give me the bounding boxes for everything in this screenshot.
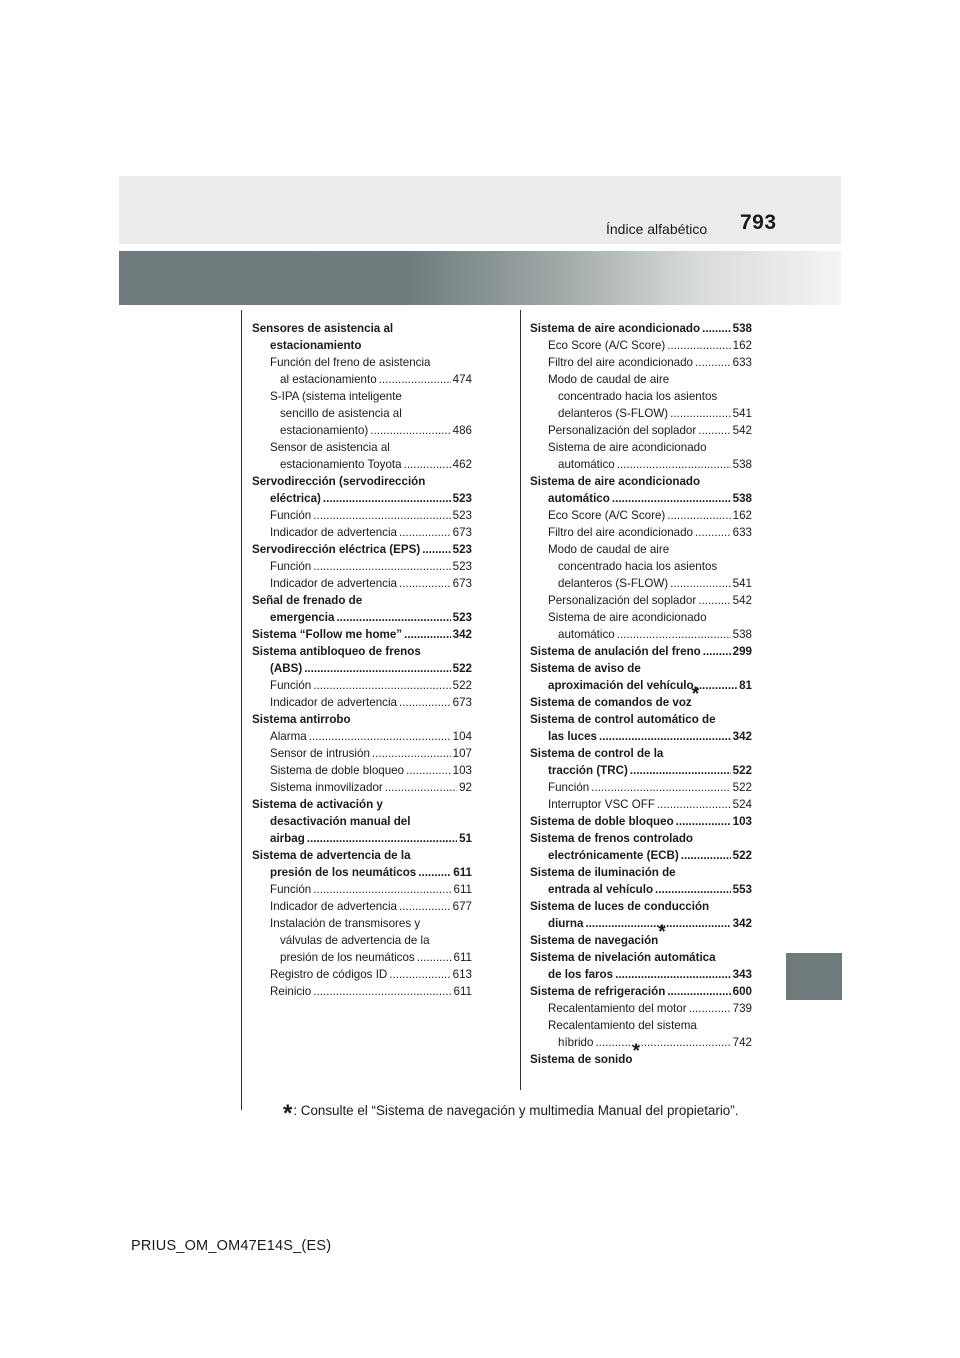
page-reference: 523 (452, 611, 472, 624)
index-entry-text: Personalización del soplador (548, 424, 697, 437)
index-entry (530, 1017, 752, 1051)
index-entry-text: Sistema de control de la (530, 747, 664, 760)
dot-leader (418, 864, 451, 881)
index-entry-text: Reinicio (270, 985, 312, 998)
index-entry-text: electrónicamente (ECB) (548, 849, 679, 862)
dot-leader (404, 456, 451, 473)
dot-leader (657, 796, 731, 813)
index-entry-text: estacionamiento (270, 339, 362, 352)
index-entry (252, 677, 472, 694)
index-entry-text: Sistema “Follow me home” (252, 628, 403, 641)
page-reference: 600 (732, 985, 752, 998)
index-entry-text: Sistema de luces de conducción (530, 900, 710, 913)
page-reference: 522 (452, 679, 472, 692)
index-entry-text: Sistema de aire acondicionado (548, 611, 707, 624)
dot-leader (399, 694, 451, 711)
index-entry (252, 473, 472, 507)
index-entry-text: Sistema de aire acondicionado (530, 475, 701, 488)
index-entry-text: Sistema de aviso de (530, 662, 641, 675)
index-entry (252, 320, 472, 354)
asterisk-marker: * (658, 922, 666, 944)
page-reference: 343 (732, 968, 752, 981)
index-entry-text: Indicador de advertencia (270, 577, 397, 590)
index-entry-text: Servodirección (servodirección (252, 475, 426, 488)
index-entry-text: Función (270, 883, 312, 896)
footnote (283, 1094, 739, 1127)
dot-leader (702, 320, 731, 337)
page-reference: 522 (732, 849, 752, 862)
index-entry-text: estacionamiento) (280, 424, 369, 437)
index-entry (252, 983, 472, 1000)
index-column-right (530, 320, 752, 1068)
dot-leader (670, 575, 730, 592)
footnote-asterisk: * (283, 1100, 293, 1127)
dot-leader (323, 490, 451, 507)
page-reference: 739 (732, 1002, 752, 1015)
index-entry-text: Función del freno de asistencia (270, 356, 431, 369)
index-entry-text: Sistema de navegación (530, 934, 659, 947)
index-entry (530, 813, 752, 830)
page-reference: 742 (732, 1036, 752, 1049)
index-entry-text: tracción (TRC) (548, 764, 628, 777)
page-reference: 342 (732, 730, 752, 743)
index-entry (530, 507, 752, 524)
index-entry (252, 898, 472, 915)
page-reference: 162 (732, 339, 752, 352)
index-entry (530, 898, 752, 932)
dot-leader (399, 524, 451, 541)
page-reference: 538 (732, 322, 752, 335)
page-reference: 92 (459, 781, 472, 794)
dot-leader (667, 507, 730, 524)
index-entry (252, 524, 472, 541)
index-entry (252, 354, 472, 388)
index-entry-text: Modo de caudal de aire (548, 543, 670, 556)
dot-leader (655, 881, 731, 898)
index-entry-text: delanteros (S-FLOW) (558, 577, 669, 590)
index-entry-text: Sensor de asistencia al (270, 441, 390, 454)
page-reference: 299 (732, 645, 752, 658)
page-reference: 522 (452, 662, 472, 675)
index-entry-text: automático (558, 628, 615, 641)
dot-leader (304, 660, 450, 677)
index-entry (252, 575, 472, 592)
index-entry (530, 745, 752, 779)
index-entry (252, 592, 472, 626)
index-entry-text: Sensores de asistencia al (252, 322, 394, 335)
page-reference: 673 (452, 526, 472, 539)
page-reference: 462 (452, 458, 472, 471)
index-entry (530, 592, 752, 609)
page-reference: 538 (732, 458, 752, 471)
index-entry-text: airbag (270, 832, 305, 845)
index-entry (530, 949, 752, 983)
index-entry-text: Indicador de advertencia (270, 696, 397, 709)
index-entry (530, 643, 752, 660)
page-reference: 633 (732, 356, 752, 369)
dot-leader (689, 1000, 731, 1017)
index-entry-text: Sistema de aire acondicionado (548, 441, 707, 454)
page-reference: 103 (732, 815, 752, 828)
index-entry (252, 643, 472, 677)
index-entry (252, 388, 472, 439)
index-entry (530, 711, 752, 745)
page-reference: 613 (452, 968, 472, 981)
dot-leader (336, 609, 450, 626)
dot-leader (695, 354, 731, 371)
page-reference: 538 (732, 492, 752, 505)
index-entry-text: de los faros (548, 968, 614, 981)
index-entry-text: Servodirección eléctrica (EPS) (252, 543, 421, 556)
page-reference: 633 (732, 526, 752, 539)
index-entry (530, 439, 752, 473)
index-entry-text: desactivación manual del (270, 815, 411, 828)
index-entry-text: emergencia (270, 611, 335, 624)
dot-leader (696, 677, 737, 694)
page-reference: 611 (453, 883, 472, 896)
index-entry-text: híbrido (558, 1036, 594, 1049)
dot-leader (313, 507, 450, 524)
index-entry-text: Sistema de sonido (530, 1053, 633, 1066)
dot-leader (385, 779, 457, 796)
index-entry-text: Sistema de control automático de (530, 713, 716, 726)
index-entry-text: Sistema de frenos controlado (530, 832, 693, 845)
dot-leader (370, 422, 450, 439)
document-code: PRIUS_OM_OM47E14S_(ES) (131, 1238, 332, 1254)
page-reference: 541 (732, 407, 752, 420)
index-entry-text: Recalentamiento del sistema (548, 1019, 697, 1032)
index-entry (252, 796, 472, 847)
index-entry-text: entrada al vehículo (548, 883, 654, 896)
dot-leader (309, 728, 451, 745)
dot-leader (422, 541, 450, 558)
index-entry-text: Función (270, 560, 312, 573)
index-entry-text: Filtro del aire acondicionado (548, 356, 694, 369)
index-entry-text: automático (558, 458, 615, 471)
index-entry (252, 966, 472, 983)
dot-leader (698, 422, 730, 439)
index-entry (530, 864, 752, 898)
index-entry-text: Sistema de doble bloqueo (270, 764, 405, 777)
page-reference: 522 (732, 764, 752, 777)
index-entry-text: Personalización del soplador (548, 594, 697, 607)
index-entry-text: Sistema de iluminación de (530, 866, 676, 879)
dot-leader (399, 575, 451, 592)
page-reference: 677 (452, 900, 472, 913)
index-entry-text: Sistema de aire acondicionado (530, 322, 701, 335)
index-entry (530, 337, 752, 354)
index-entry-text: eléctrica) (270, 492, 321, 505)
index-entry (252, 541, 472, 558)
page-reference: 103 (452, 764, 472, 777)
dot-leader (307, 830, 457, 847)
column-rule-middle (520, 310, 521, 1090)
dot-leader (615, 966, 731, 983)
index-entry (530, 371, 752, 422)
index-entry (530, 830, 752, 864)
dot-leader (667, 983, 730, 1000)
chapter-gradient-band (119, 251, 841, 305)
index-entry-text: Recalentamiento del motor (548, 1002, 687, 1015)
index-entry-text: Sistema de anulación del freno (530, 645, 701, 658)
page-reference: 474 (452, 373, 472, 386)
index-entry-text: Sistema antirrobo (252, 713, 351, 726)
index-entry-text: Modo de caudal de aire (548, 373, 670, 386)
index-entry (530, 983, 752, 1000)
page-reference: 107 (452, 747, 472, 760)
dot-leader (599, 728, 731, 745)
dot-leader (313, 677, 450, 694)
index-entry-text: válvulas de advertencia de la (280, 934, 430, 947)
index-entry-text: Sistema de refrigeración (530, 985, 666, 998)
index-entry (252, 439, 472, 473)
index-thumb-tab (786, 953, 842, 1000)
page-reference: 342 (452, 628, 472, 641)
column-rule-left (241, 310, 242, 1110)
index-entry-text: sencillo de asistencia al (280, 407, 402, 420)
page-reference: 611 (453, 985, 472, 998)
page-reference: 542 (732, 424, 752, 437)
dot-leader (404, 626, 451, 643)
index-entry-text: Sistema de activación y (252, 798, 383, 811)
dot-leader (681, 847, 731, 864)
page-reference: 104 (452, 730, 472, 743)
index-entry (252, 762, 472, 779)
index-entry-text: Sistema inmovilizador (270, 781, 383, 794)
index-entry (252, 847, 472, 881)
page-reference: 673 (452, 696, 472, 709)
page-reference: 538 (732, 628, 752, 641)
index-entry-text: Alarma (270, 730, 307, 743)
index-entry-text: Señal de frenado de (252, 594, 363, 607)
index-entry-text: al estacionamiento (280, 373, 377, 386)
index-entry-text: aproximación del vehículo (548, 679, 694, 692)
page-reference: 486 (452, 424, 472, 437)
dot-leader (313, 881, 451, 898)
asterisk-marker: * (691, 684, 700, 706)
page-reference: 673 (452, 577, 472, 590)
dot-leader (612, 490, 731, 507)
page-reference: 611 (453, 951, 472, 964)
page-reference: 342 (732, 917, 752, 930)
index-entry (530, 779, 752, 796)
index-entry (252, 915, 472, 966)
dot-leader (670, 405, 730, 422)
page-reference: 611 (453, 866, 472, 879)
index-entry (252, 507, 472, 524)
page-reference: 162 (732, 509, 752, 522)
footnote-text: : Consulte el “Sistema de navegación y multimedia Manual del propietario”. (293, 1103, 739, 1118)
index-entry (530, 320, 752, 337)
index-entry (252, 558, 472, 575)
index-entry (530, 354, 752, 371)
page-reference: 523 (452, 543, 472, 556)
index-entry (530, 473, 752, 507)
index-entry (252, 711, 472, 728)
index-entry-text: Sistema de advertencia de la (252, 849, 411, 862)
dot-leader (406, 762, 451, 779)
dot-leader (372, 745, 451, 762)
index-entry (252, 881, 472, 898)
page-reference: 524 (732, 798, 752, 811)
index-entry (252, 626, 472, 643)
page-reference: 523 (452, 492, 472, 505)
page-reference: 553 (732, 883, 752, 896)
index-entry-text: presión de los neumáticos (280, 951, 415, 964)
dot-leader (703, 643, 731, 660)
index-entry-text: Indicador de advertencia (270, 526, 397, 539)
dot-leader (617, 456, 731, 473)
dot-leader (617, 626, 731, 643)
dot-leader (591, 779, 730, 796)
dot-leader (417, 949, 452, 966)
dot-leader (313, 558, 450, 575)
index-entry-text: Sistema de doble bloqueo (530, 815, 674, 828)
dot-leader (399, 898, 451, 915)
index-entry (530, 609, 752, 643)
page-reference: 51 (459, 832, 472, 845)
index-entry-text: las luces (548, 730, 597, 743)
index-entry-text: presión de los neumáticos (270, 866, 417, 879)
page-number: 793 (740, 211, 777, 234)
asterisk-marker: * (632, 1041, 640, 1063)
index-entry (530, 1000, 752, 1017)
section-title: Índice alfabético (606, 221, 708, 237)
index-entry (530, 660, 752, 694)
index-entry-text: Interruptor VSC OFF (548, 798, 655, 811)
page-reference: 542 (732, 594, 752, 607)
dot-leader (695, 524, 731, 541)
dot-leader (313, 983, 451, 1000)
index-entry-text: automático (548, 492, 610, 505)
index-entry-text: (ABS) (270, 662, 303, 675)
page-reference: 523 (452, 560, 472, 573)
index-column-left (252, 320, 472, 1000)
index-entry (252, 728, 472, 745)
index-entry (252, 779, 472, 796)
index-entry-text: concentrado hacia los asientos (558, 560, 718, 573)
dot-leader (389, 966, 450, 983)
dot-leader (667, 337, 730, 354)
index-entry (530, 422, 752, 439)
index-entry (530, 796, 752, 813)
index-entry-text: estacionamiento Toyota (280, 458, 402, 471)
dot-leader (595, 1034, 730, 1051)
index-entry-text: delanteros (S-FLOW) (558, 407, 669, 420)
dot-leader (698, 592, 730, 609)
page-reference: 81 (739, 679, 752, 692)
header-band (119, 176, 841, 244)
dot-leader (630, 762, 731, 779)
index-entry-text: Función (270, 679, 312, 692)
index-entry-text: Eco Score (A/C Score) (548, 339, 666, 352)
index-entry-text: concentrado hacia los asientos (558, 390, 718, 403)
index-entry (252, 745, 472, 762)
page-reference: 523 (452, 509, 472, 522)
index-entry-text: Eco Score (A/C Score) (548, 509, 666, 522)
index-entry-text: Instalación de transmisores y (270, 917, 421, 930)
index-entry-text: Registro de códigos ID (270, 968, 388, 981)
index-entry-text: Función (548, 781, 590, 794)
index-entry (252, 694, 472, 711)
index-entry (530, 541, 752, 592)
index-entry-text: Filtro del aire acondicionado (548, 526, 694, 539)
index-entry-text: Sensor de intrusión (270, 747, 370, 760)
dot-leader (379, 371, 451, 388)
index-entry-text: Sistema antibloqueo de frenos (252, 645, 421, 658)
index-entry-text: S-IPA (sistema inteligente (270, 390, 402, 403)
page-reference: 522 (732, 781, 752, 794)
index-entry-text: Indicador de advertencia (270, 900, 397, 913)
index-entry (530, 524, 752, 541)
index-entry-text: diurna (548, 917, 584, 930)
page-reference: 541 (732, 577, 752, 590)
dot-leader (676, 813, 731, 830)
index-entry-text: Función (270, 509, 312, 522)
index-entry-text: Sistema de nivelación automática (530, 951, 716, 964)
index-entry-text: Sistema de comandos de voz (530, 696, 692, 709)
